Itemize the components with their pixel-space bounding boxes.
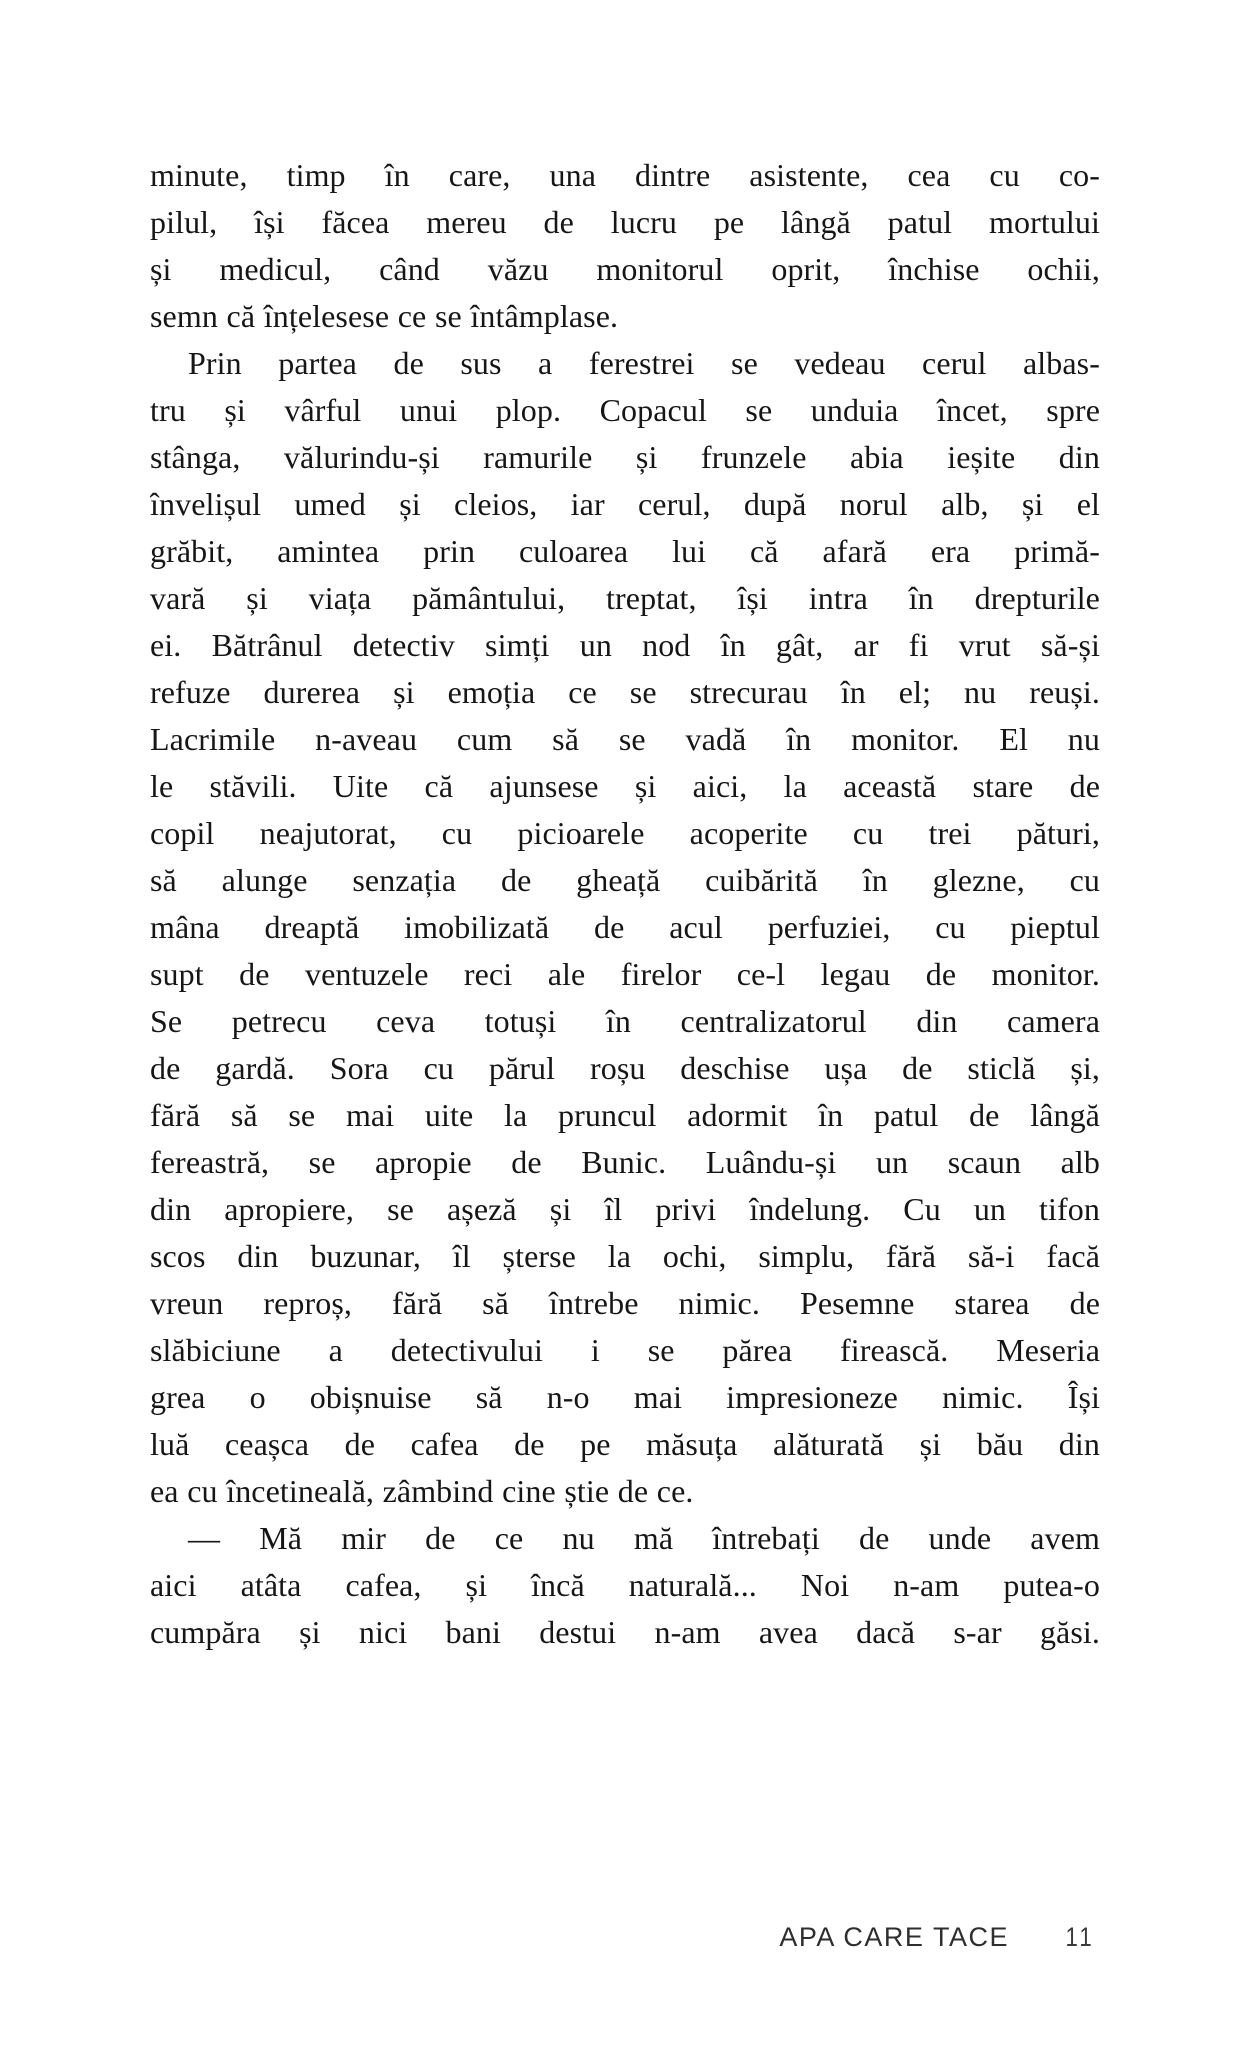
text-line: copil neajutorat, cu picioarele acoperite cu trei pături, <box>150 815 1100 851</box>
text-line: vară și viața pământului, treptat, își intra în drepturile <box>150 580 1100 616</box>
text-line: ei. Bătrânul detectiv simți un nod în gât, ar fi vrut să-și <box>150 627 1100 663</box>
text-line: slăbiciune a detectivului i se părea firească. Meseria <box>150 1332 1100 1368</box>
text-line: din apropiere, se așeză și îl privi îndelung. Cu un tifon <box>150 1191 1100 1227</box>
page-footer <box>150 1922 1095 1953</box>
text-line: grea o obișnuise să n-o mai impresioneze nimic. Își <box>150 1379 1100 1415</box>
text-line: luă ceașca de cafea de pe măsuța alăturată și bău din <box>150 1426 1100 1462</box>
text-line: fereastră, se apropie de Bunic. Luându-și un scaun alb <box>150 1144 1100 1180</box>
text-line: și medicul, când văzu monitorul oprit, închise ochii, <box>150 251 1100 287</box>
text-line: cumpăra și nici bani destui n-am avea dacă s-ar găsi. <box>150 1614 1100 1650</box>
text-line: minute, timp în care, una dintre asistente, cea cu co- <box>150 157 1100 193</box>
text-line: aici atâta cafea, și încă naturală... Noi n-am putea-o <box>150 1567 1100 1603</box>
body-text <box>150 152 1100 1656</box>
text-line: ea cu încetineală, zâmbind cine știe de ce. <box>150 1473 694 1509</box>
text-line: — Mă mir de ce nu mă întrebați de unde avem <box>188 1520 1100 1556</box>
text-line: le stăvili. Uite că ajunsese și aici, la această stare de <box>150 768 1100 804</box>
text-line: Prin partea de sus a ferestrei se vedeau cerul albas- <box>188 345 1100 381</box>
text-line: tru și vârful unui plop. Copacul se unduia încet, spre <box>150 392 1100 428</box>
text-line: de gardă. Sora cu părul roșu deschise ușa de sticlă și, <box>150 1050 1100 1086</box>
page-number: 11 <box>1065 1922 1095 1952</box>
text-line: vreun reproș, fără să întrebe nimic. Pesemne starea de <box>150 1285 1100 1321</box>
running-title: APA CARE TACE <box>779 1922 1009 1952</box>
text-line: semn că înțelesese ce se întâmplase. <box>150 298 619 334</box>
text-line: supt de ventuzele reci ale firelor ce-l legau de monitor. <box>150 956 1100 992</box>
text-line: stânga, vălurindu-și ramurile și frunzele abia ieșite din <box>150 439 1100 475</box>
text-line: refuze durerea și emoția ce se strecurau în el; nu reuși. <box>150 674 1100 710</box>
text-line: Lacrimile n-aveau cum să se vadă în monitor. El nu <box>150 721 1100 757</box>
text-line: Se petrecu ceva totuși în centralizatorul din camera <box>150 1003 1100 1039</box>
text-line: să alunge senzația de gheață cuibărită în glezne, cu <box>150 862 1100 898</box>
text-line: învelișul umed și cleios, iar cerul, după norul alb, și el <box>150 486 1100 522</box>
text-line: mâna dreaptă imobilizată de acul perfuziei, cu pieptul <box>150 909 1100 945</box>
text-line: fără să se mai uite la pruncul adormit în patul de lângă <box>150 1097 1100 1133</box>
text-line: pilul, își făcea mereu de lucru pe lângă patul mortului <box>150 204 1100 240</box>
text-line: grăbit, amintea prin culoarea lui că afară era primă- <box>150 533 1100 569</box>
text-line: scos din buzunar, îl șterse la ochi, simplu, fără să-i facă <box>150 1238 1100 1274</box>
